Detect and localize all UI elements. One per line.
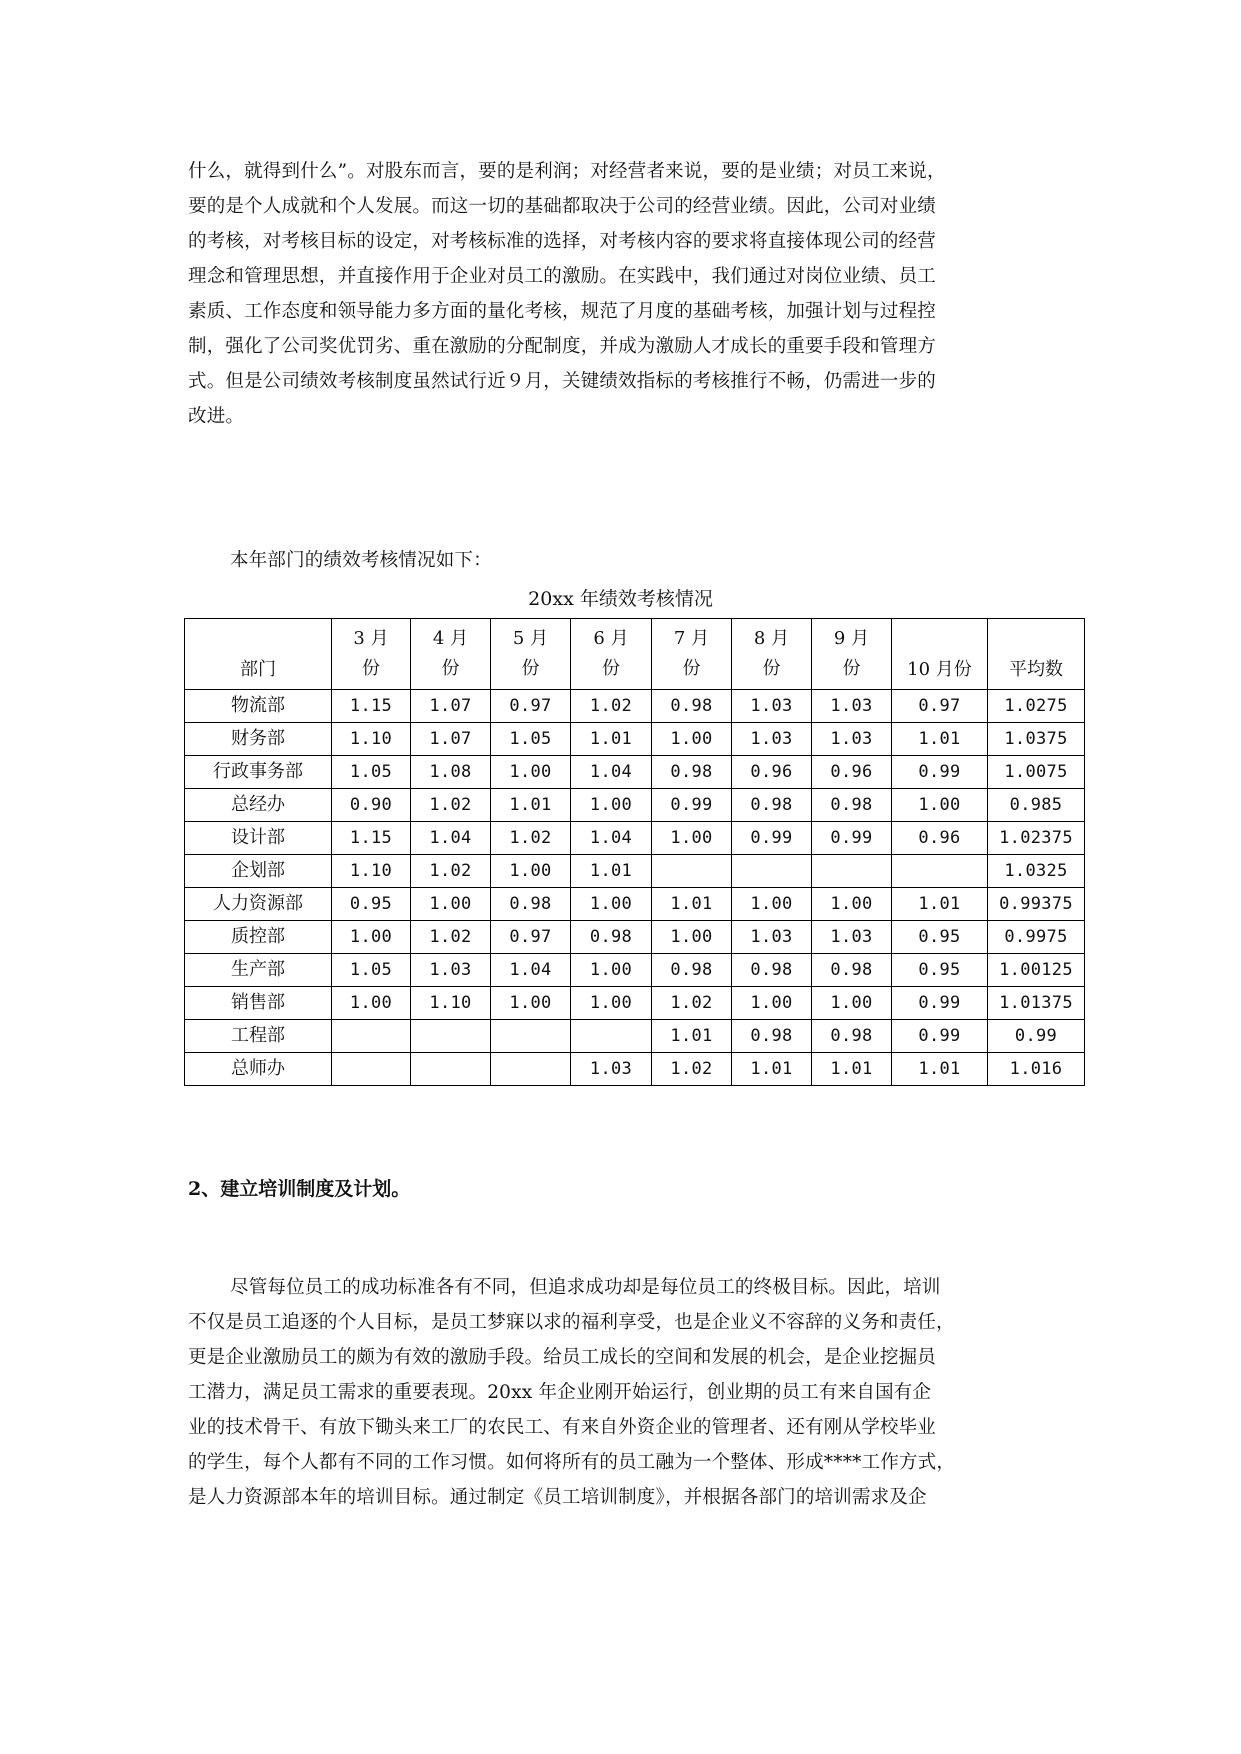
table-row — [185, 690, 1085, 723]
score-cell: 1.00 — [812, 888, 892, 921]
score-cell: 0.98 — [491, 888, 571, 921]
score-cell: 0.98 — [732, 954, 812, 987]
score-cell: 1.15 — [332, 690, 411, 723]
score-cell: 1.04 — [571, 822, 652, 855]
score-cell: 1.02 — [652, 987, 732, 1020]
table-row — [185, 723, 1085, 756]
paragraph-performance — [188, 154, 1054, 434]
score-cell: 1.00 — [411, 888, 491, 921]
score-cell: 1.02 — [491, 822, 571, 855]
table-row — [185, 756, 1085, 789]
score-cell: 1.15 — [332, 822, 411, 855]
score-cell: 0.98 — [732, 1020, 812, 1053]
score-cell: 1.01 — [571, 723, 652, 756]
score-cell — [332, 1020, 411, 1053]
score-cell: 1.03 — [732, 723, 812, 756]
header-month — [892, 619, 988, 690]
score-cell: 0.99 — [652, 789, 732, 822]
dept-cell: 设计部 — [185, 822, 332, 855]
avg-cell: 1.01375 — [988, 987, 1085, 1020]
score-cell — [491, 1053, 571, 1086]
table-body — [185, 690, 1085, 1086]
score-cell — [411, 1020, 491, 1053]
score-cell: 1.02 — [411, 789, 491, 822]
table-row — [185, 921, 1085, 954]
score-cell: 1.00 — [491, 987, 571, 1020]
table-row — [185, 822, 1085, 855]
table-row — [185, 987, 1085, 1020]
score-cell: 1.00 — [652, 723, 732, 756]
table-row — [185, 954, 1085, 987]
table-row — [185, 1053, 1085, 1086]
score-cell: 0.96 — [812, 756, 892, 789]
score-cell: 1.00 — [812, 987, 892, 1020]
score-cell: 1.00 — [571, 789, 652, 822]
avg-cell: 0.99 — [988, 1020, 1085, 1053]
avg-cell: 1.0075 — [988, 756, 1085, 789]
header-month-bottom: 10 月份 — [907, 659, 972, 680]
table-row — [185, 1020, 1085, 1053]
score-cell: 1.03 — [732, 921, 812, 954]
table-row — [185, 789, 1085, 822]
score-cell: 0.96 — [732, 756, 812, 789]
score-cell: 1.08 — [411, 756, 491, 789]
header-avg: 平均数 — [988, 619, 1085, 690]
score-cell: 1.00 — [491, 756, 571, 789]
avg-cell: 1.00125 — [988, 954, 1085, 987]
score-cell: 0.98 — [652, 954, 732, 987]
score-cell: 1.04 — [571, 756, 652, 789]
intro-line — [188, 543, 1054, 578]
header-month — [812, 619, 892, 690]
score-cell: 0.95 — [332, 888, 411, 921]
paragraph-line: 更是企业激励员工的颇为有效的激励手段。给员工成长的空间和发展的机会，是企业挖掘员 — [188, 1347, 937, 1368]
score-cell: 0.99 — [892, 1020, 988, 1053]
avg-cell: 0.99375 — [988, 888, 1085, 921]
score-cell: 1.00 — [491, 855, 571, 888]
score-cell: 1.02 — [411, 855, 491, 888]
score-cell: 1.01 — [652, 888, 732, 921]
score-cell — [732, 855, 812, 888]
header-month — [571, 619, 652, 690]
score-cell: 0.95 — [892, 921, 988, 954]
dept-cell: 物流部 — [185, 690, 332, 723]
header-month-top: 4 月 — [432, 628, 469, 649]
header-month-top: 9 月 — [833, 628, 870, 649]
score-cell: 1.10 — [332, 855, 411, 888]
score-cell: 1.00 — [732, 888, 812, 921]
score-cell: 1.03 — [732, 690, 812, 723]
paragraph-line: 的学生，每个人都有不同的工作习惯。如何将所有的员工融为一个整体、形成****工作方式， — [188, 1452, 956, 1473]
dept-cell: 人力资源部 — [185, 888, 332, 921]
score-cell: 0.98 — [812, 954, 892, 987]
score-cell: 0.97 — [491, 690, 571, 723]
score-cell: 1.05 — [332, 756, 411, 789]
score-cell: 1.05 — [491, 723, 571, 756]
score-cell: 0.98 — [732, 789, 812, 822]
score-cell: 1.03 — [812, 921, 892, 954]
score-cell: 1.01 — [571, 855, 652, 888]
dept-cell: 总师办 — [185, 1053, 332, 1086]
score-cell: 1.01 — [652, 1020, 732, 1053]
score-cell: 1.00 — [892, 789, 988, 822]
score-cell: 0.90 — [332, 789, 411, 822]
score-cell: 0.99 — [892, 987, 988, 1020]
dept-cell: 生产部 — [185, 954, 332, 987]
score-cell: 1.10 — [411, 987, 491, 1020]
performance-table — [184, 618, 1085, 1086]
header-month-top: 3 月 — [353, 628, 389, 649]
dept-cell: 总经办 — [185, 789, 332, 822]
header-month-bottom: 份 — [521, 658, 540, 679]
header-month-top: 5 月 — [512, 628, 549, 649]
score-cell: 0.99 — [892, 756, 988, 789]
score-cell: 1.01 — [892, 888, 988, 921]
section-heading: 2、建立培训制度及计划。 — [188, 1178, 411, 1200]
dept-cell: 质控部 — [185, 921, 332, 954]
avg-cell: 1.0275 — [988, 690, 1085, 723]
score-cell: 0.98 — [571, 921, 652, 954]
score-cell: 1.03 — [571, 1053, 652, 1086]
avg-cell: 0.985 — [988, 789, 1085, 822]
score-cell — [411, 1053, 491, 1086]
paragraph-line: 要的是个人成就和个人发展。而这一切的基础都取决于公司的经营业绩。因此，公司对业绩 — [188, 196, 937, 217]
intro-text: 本年部门的绩效考核情况如下： — [230, 550, 492, 571]
header-month-bottom: 份 — [602, 658, 620, 679]
header-month — [332, 619, 411, 690]
score-cell: 0.98 — [652, 690, 732, 723]
score-cell: 1.00 — [571, 954, 652, 987]
score-cell: 1.05 — [332, 954, 411, 987]
score-cell: 0.97 — [491, 921, 571, 954]
score-cell: 1.02 — [652, 1053, 732, 1086]
score-cell: 1.04 — [411, 822, 491, 855]
avg-cell: 1.02375 — [988, 822, 1085, 855]
paragraph-line: 的考核，对考核目标的设定，对考核标准的选择，对考核内容的要求将直接体现公司的经营 — [188, 231, 937, 252]
header-month — [652, 619, 732, 690]
score-cell: 1.00 — [571, 888, 652, 921]
score-cell: 1.02 — [411, 921, 491, 954]
header-month-bottom: 份 — [441, 658, 460, 679]
score-cell: 1.10 — [332, 723, 411, 756]
paragraph-training — [188, 1270, 1054, 1515]
score-cell: 1.01 — [812, 1053, 892, 1086]
score-cell: 1.07 — [411, 690, 491, 723]
score-cell — [491, 1020, 571, 1053]
paragraph-line: 素质、工作态度和领导能力多方面的量化考核，规范了月度的基础考核，加强计划与过程控 — [188, 301, 937, 322]
score-cell: 1.00 — [732, 987, 812, 1020]
score-cell: 1.00 — [332, 921, 411, 954]
dept-cell: 财务部 — [185, 723, 332, 756]
paragraph-line: 是人力资源部本年的培训目标。通过制定《员工培训制度》，并根据各部门的培训需求及企 — [188, 1487, 927, 1508]
header-month-top: 6 月 — [593, 628, 629, 649]
paragraph-line: 尽管每位员工的成功标准各有不同，但追求成功却是每位员工的终极目标。因此，培训 — [230, 1277, 941, 1298]
score-cell — [892, 855, 988, 888]
dept-cell: 工程部 — [185, 1020, 332, 1053]
score-cell: 0.98 — [652, 756, 732, 789]
score-cell: 0.95 — [892, 954, 988, 987]
score-cell: 0.99 — [812, 822, 892, 855]
header-month — [491, 619, 571, 690]
score-cell: 1.03 — [812, 690, 892, 723]
score-cell — [652, 855, 732, 888]
paragraph-line: 什么，就得到什么”。对股东而言，要的是利润；对经营者来说，要的是业绩；对员工来说， — [188, 161, 946, 182]
paragraph-line: 工潜力，满足员工需求的重要表现。20xx 年企业刚开始运行，创业期的员工有来自国有企 — [188, 1382, 932, 1403]
paragraph-line: 不仅是员工追逐的个人目标，是员工梦寐以求的福利享受，也是企业义不容辞的义务和责任， — [188, 1312, 955, 1333]
dept-cell: 企划部 — [185, 855, 332, 888]
header-dept: 部门 — [185, 619, 332, 690]
avg-cell: 1.0375 — [988, 723, 1085, 756]
score-cell: 1.01 — [892, 723, 988, 756]
score-cell: 1.04 — [491, 954, 571, 987]
header-month-bottom: 份 — [682, 658, 701, 679]
header-month-top: 8 月 — [753, 628, 790, 649]
avg-cell: 1.0325 — [988, 855, 1085, 888]
score-cell: 1.03 — [812, 723, 892, 756]
score-cell: 1.00 — [652, 822, 732, 855]
score-cell: 1.00 — [652, 921, 732, 954]
score-cell — [571, 1020, 652, 1053]
table-title: 20xx 年绩效考核情况 — [528, 588, 713, 610]
score-cell: 0.97 — [892, 690, 988, 723]
header-month-bottom: 份 — [842, 658, 861, 679]
score-cell: 0.98 — [812, 1020, 892, 1053]
score-cell: 0.99 — [732, 822, 812, 855]
score-cell: 1.03 — [411, 954, 491, 987]
header-month-bottom: 份 — [762, 658, 781, 679]
table-row — [185, 888, 1085, 921]
paragraph-line: 理念和管理思想，并直接作用于企业对员工的激励。在实践中，我们通过对岗位业绩、员工 — [188, 266, 937, 287]
score-cell: 1.07 — [411, 723, 491, 756]
score-cell — [332, 1053, 411, 1086]
header-month-bottom: 份 — [362, 658, 380, 679]
paragraph-line: 业的技术骨干、有放下锄头来工厂的农民工、有来自外资企业的管理者、还有刚从学校毕业 — [188, 1417, 937, 1438]
header-month-top: 7 月 — [673, 628, 710, 649]
avg-cell: 1.016 — [988, 1053, 1085, 1086]
score-cell — [812, 855, 892, 888]
dept-cell: 销售部 — [185, 987, 332, 1020]
table-row — [185, 855, 1085, 888]
score-cell: 0.98 — [812, 789, 892, 822]
paragraph-line: 制，强化了公司奖优罚劣、重在激励的分配制度，并成为激励人才成长的重要手段和管理方 — [188, 336, 937, 357]
score-cell: 1.01 — [892, 1053, 988, 1086]
paragraph-line: 改进。 — [188, 406, 245, 427]
score-cell: 1.02 — [571, 690, 652, 723]
avg-cell: 0.9975 — [988, 921, 1085, 954]
score-cell: 0.96 — [892, 822, 988, 855]
header-month — [411, 619, 491, 690]
table-header-row — [185, 619, 1085, 690]
paragraph-line: 式。但是公司绩效考核制度虽然试行近９月，关键绩效指标的考核推行不畅，仍需进一步的 — [188, 371, 937, 392]
score-cell: 1.01 — [491, 789, 571, 822]
score-cell: 1.00 — [332, 987, 411, 1020]
score-cell: 1.01 — [732, 1053, 812, 1086]
header-month — [732, 619, 812, 690]
dept-cell: 行政事务部 — [185, 756, 332, 789]
score-cell: 1.00 — [571, 987, 652, 1020]
